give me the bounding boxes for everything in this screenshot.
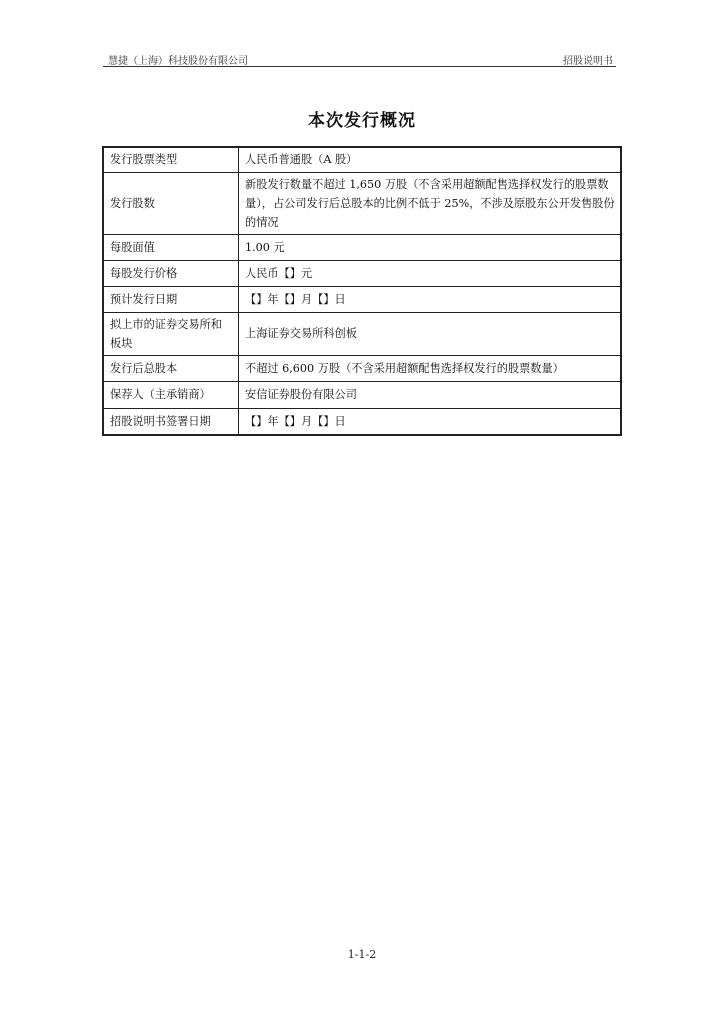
company-name: 慧捷（上海）科技股份有限公司 xyxy=(108,56,248,67)
row-label: 招股说明书签署日期 xyxy=(103,408,239,435)
page-header xyxy=(103,50,615,66)
table-row xyxy=(103,147,621,172)
table-row xyxy=(103,355,621,381)
table-row xyxy=(103,234,621,260)
page-number: 1-1-2 xyxy=(347,948,377,961)
document-type: 招股说明书 xyxy=(563,56,613,67)
row-value: 1.00 元 xyxy=(239,234,622,260)
row-label: 发行后总股本 xyxy=(103,355,239,381)
table-row xyxy=(103,408,621,435)
table-row xyxy=(103,286,621,312)
row-value: 人民币普通股（A 股） xyxy=(239,147,622,172)
table-row xyxy=(103,260,621,286)
row-value: 上海证券交易所科创板 xyxy=(239,312,622,355)
row-value: 【】年【】月【】日 xyxy=(239,286,622,312)
row-label: 拟上市的证券交易所和板块 xyxy=(103,312,239,355)
table-row xyxy=(103,172,621,234)
row-label: 保荐人（主承销商） xyxy=(103,381,239,408)
table-row xyxy=(103,381,621,408)
row-label: 发行股票类型 xyxy=(103,147,239,172)
row-value: 【】年【】月【】日 xyxy=(239,408,622,435)
table-row xyxy=(103,312,621,355)
row-label: 每股面值 xyxy=(103,234,239,260)
offering-summary-table xyxy=(102,146,622,436)
header-divider xyxy=(103,66,616,67)
row-label: 发行股数 xyxy=(103,172,239,234)
row-value: 不超过 6,600 万股（不含采用超额配售选择权发行的股票数量） xyxy=(239,355,622,381)
row-value: 安信证券股份有限公司 xyxy=(239,381,622,408)
page-title: 本次发行概况 xyxy=(308,111,416,131)
row-value: 人民币【】元 xyxy=(239,260,622,286)
row-label: 每股发行价格 xyxy=(103,260,239,286)
row-value: 新股发行数量不超过 1,650 万股（不含采用超额配售选择权发行的股票数量），占公司发行后总股本的比例不低于 25%，不涉及原股东公开发售股份的情况 xyxy=(239,172,622,234)
row-label: 预计发行日期 xyxy=(103,286,239,312)
